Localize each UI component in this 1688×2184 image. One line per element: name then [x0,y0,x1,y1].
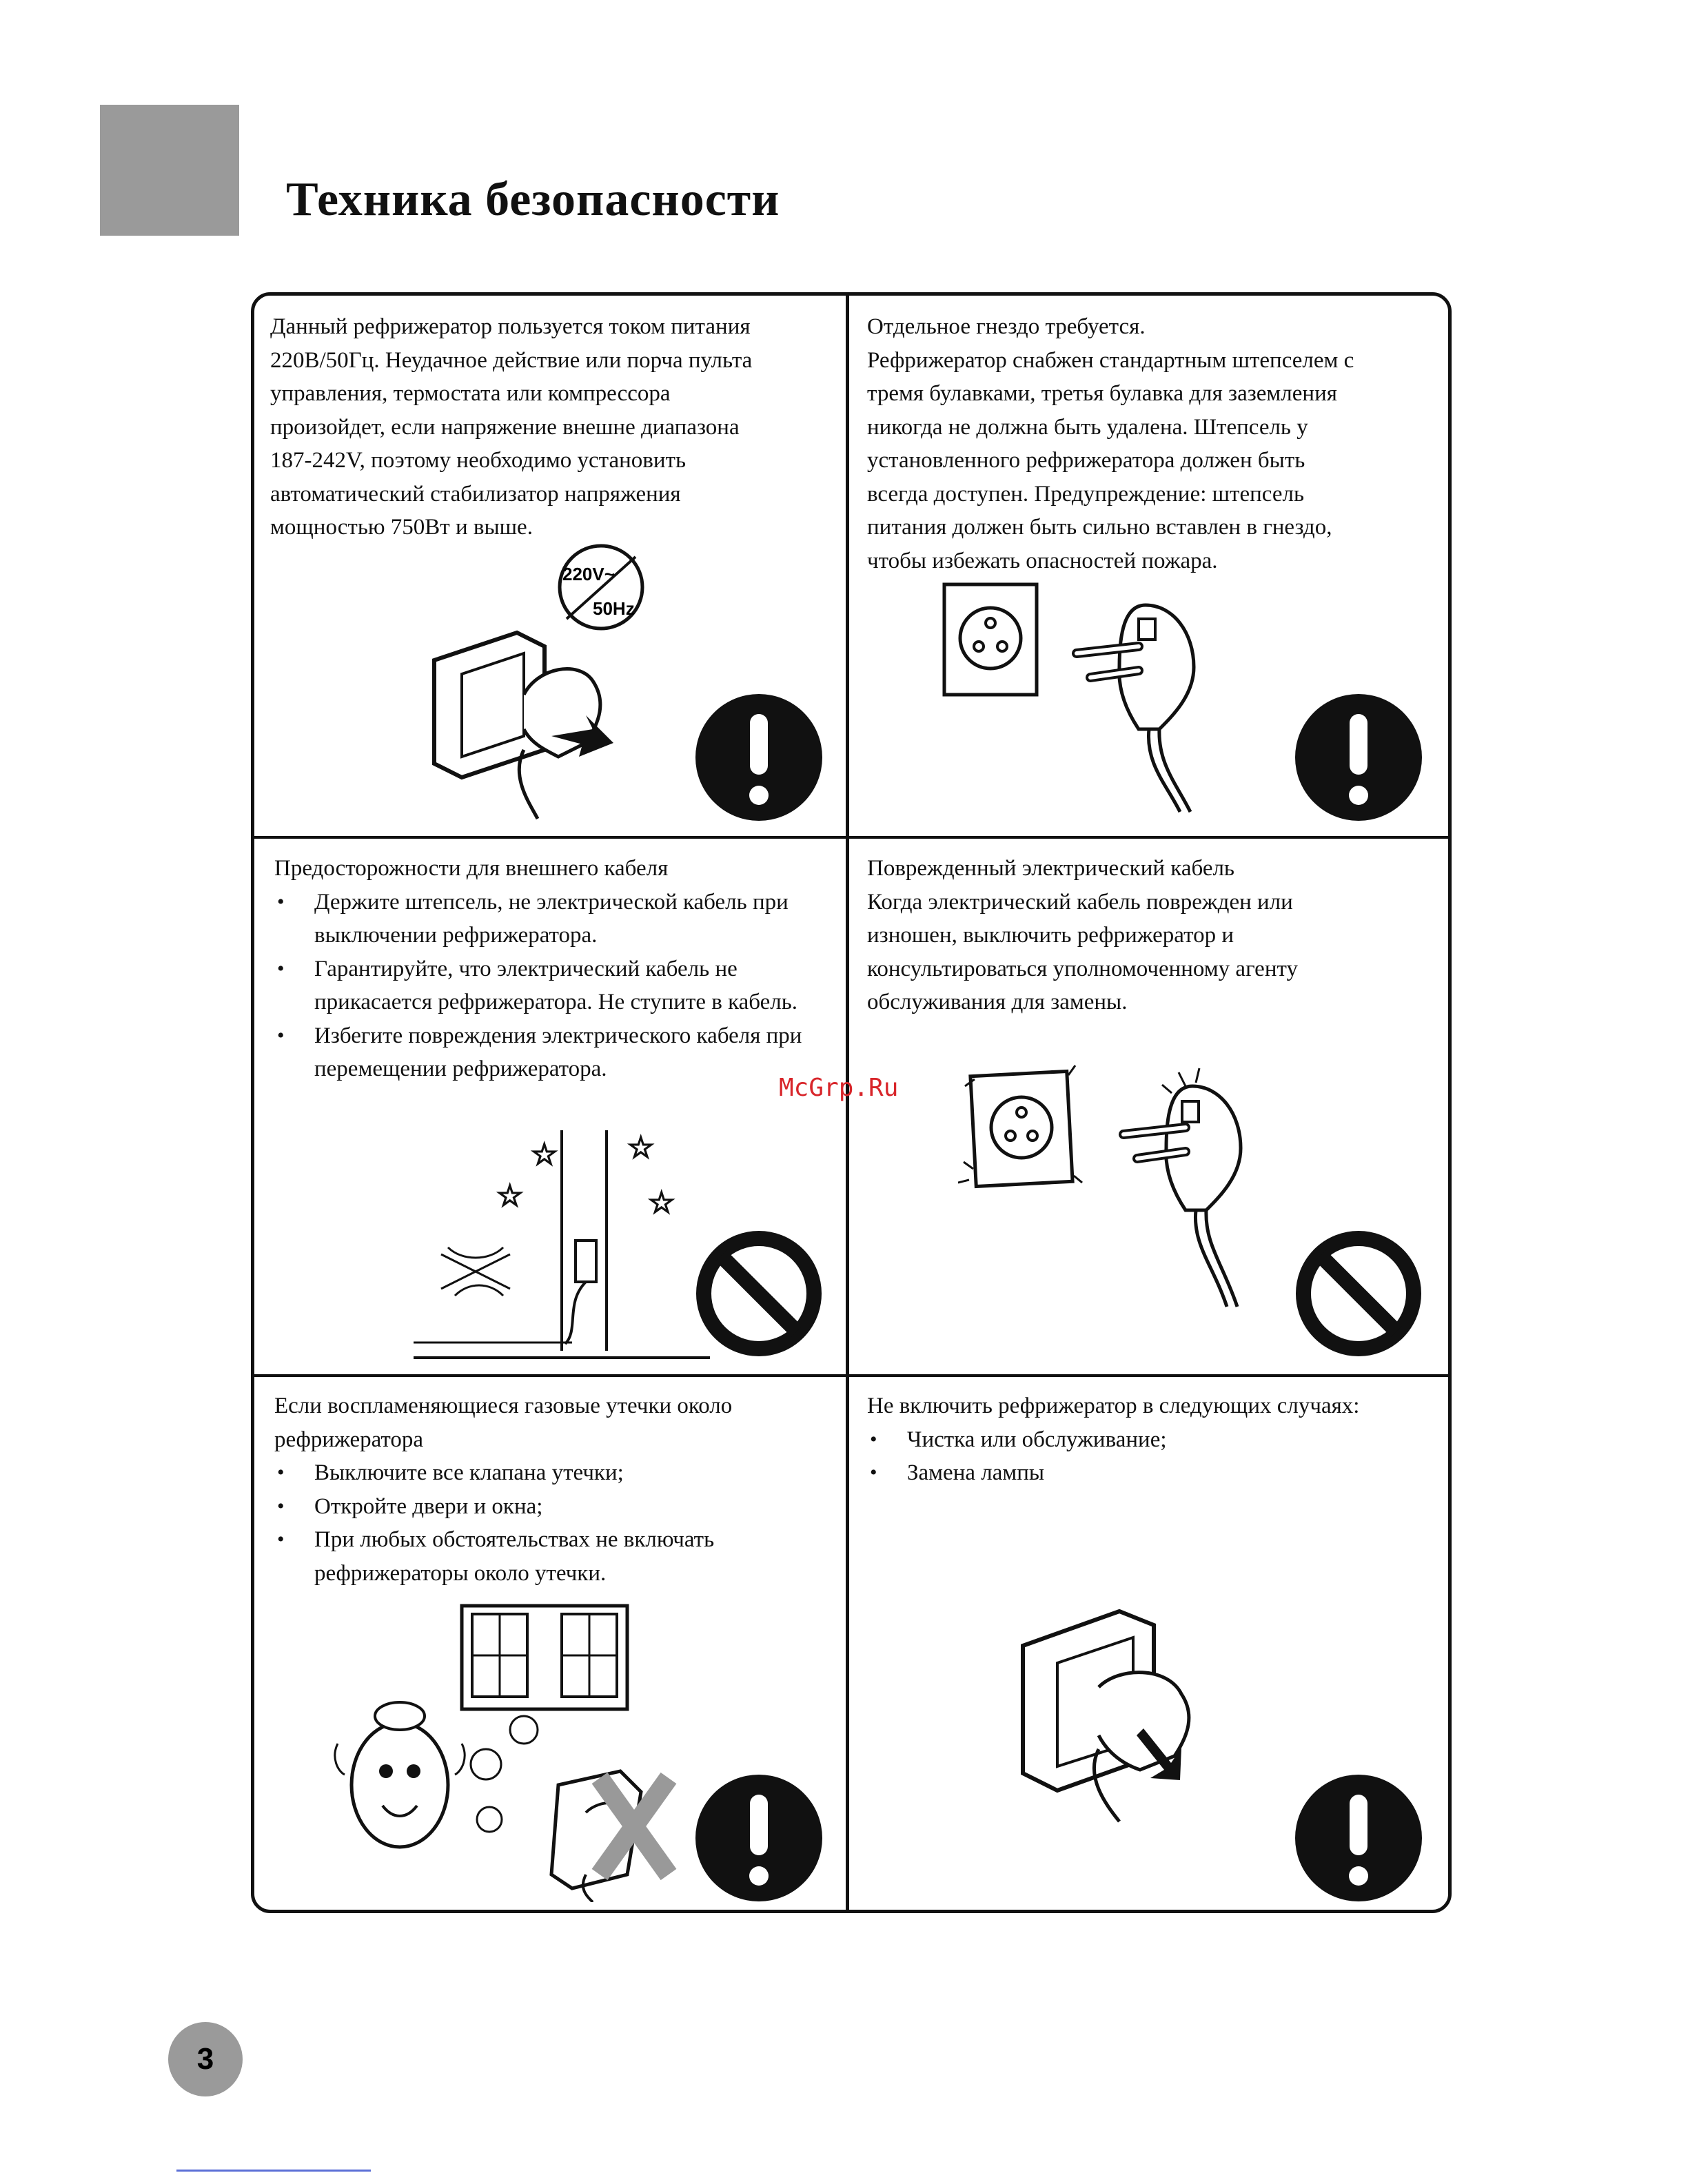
list-item: • Гарантируйте, что электрический кабель не прикасается рефрижератора. Не ступите в кабель. [274,952,835,1019]
unplug-illustration [1016,1598,1243,1825]
cell-line: чтобы избежать опасностей пожара. [867,548,1218,573]
svg-text:☆: ☆ [648,1185,675,1221]
cell-line: Когда электрический кабель поврежден или [867,889,1293,915]
voltage-label: 220V~ [562,564,615,584]
svg-text:☆: ☆ [627,1130,655,1165]
cell-line: консультироваться уполномоченному агенту [867,956,1298,981]
warning-exclamation-icon [1294,1774,1423,1902]
footer-link-underline [176,2170,371,2172]
cell-power-supply [270,310,835,544]
cell-damaged-cable [867,852,1439,1019]
cell-heading: Не включить рефрижератор в следующих случаях: [867,1394,1360,1418]
bullet-list [274,886,835,1086]
warning-exclamation-icon [695,1774,823,1902]
cell-line: управления, термостата или компрессора [270,381,671,406]
warning-exclamation-icon [695,693,823,821]
damaged-socket-plug-illustration [958,1059,1282,1320]
list-item: • При любых обстоятельствах не включать рефрижераторы около утечки. [274,1523,835,1590]
corner-gray-block [100,105,239,236]
frequency-label: 50Hz [593,598,635,619]
cell-line: Рефрижератор снабжен стандартным штепселем с [867,347,1354,373]
grid-divider-row2 [251,1374,1452,1377]
list-item: • Замена лампы [867,1456,1446,1490]
cell-line: всегда доступен. Предупреждение: штепсель [867,481,1304,507]
cell-line: 187-242V, поэтому необходимо установить [270,448,686,473]
page-number-badge: 3 [168,2022,243,2096]
page-title: Техника безопасности [286,173,780,226]
cell-gas-leak [274,1389,835,1590]
cell-line: Поврежденный электрический кабель [867,856,1234,881]
cell-do-not-switch-on [867,1389,1446,1490]
cell-line: тремя булавками, третья булавка для заземления [867,381,1337,406]
list-item: • Чистка или обслуживание; [867,1423,1446,1457]
socket-plug-illustration [420,543,655,826]
cell-separate-socket [867,310,1439,578]
cell-heading: Если воспламеняющиеся газовые утечки около рефрижератора [274,1394,733,1452]
bullet-list [867,1423,1446,1490]
prohibition-icon [695,1229,823,1358]
warning-exclamation-icon [1294,693,1423,821]
list-item: • Откройте двери и окна; [274,1490,835,1524]
watermark: McGrp.Ru [779,1074,899,1102]
svg-text:☆: ☆ [496,1178,524,1214]
cell-line: питания должен быть сильно вставлен в гнездо, [867,515,1332,540]
prohibition-icon [1294,1229,1423,1358]
cell-line: изношен, выключить рефрижератор и [867,923,1234,948]
svg-text:☆: ☆ [531,1137,558,1172]
cell-line: 220В/50Гц. Неудачное действие или порча пульта [270,347,753,373]
cell-line: обслуживания для замены. [867,990,1128,1014]
cable-damage-illustration [407,1123,710,1365]
list-item: • Держите штепсель, не электрической кабель при выключении рефрижератора. [274,886,835,952]
cell-line: произойдет, если напряжение внешне диапазона [270,414,740,440]
cell-line: мощностью 750Вт и выше. [270,515,533,540]
cell-line: Отдельное гнездо требуется. [867,314,1146,339]
list-item: • Избегите повреждения электрического кабеля при перемещении рефрижератора. [274,1019,835,1086]
cell-line: никогда не должна быть удалена. Штепсель у [867,414,1308,440]
bullet-list [274,1456,835,1590]
socket-and-plug-illustration [939,578,1249,826]
cell-line: автоматический стабилизатор напряжения [270,481,681,507]
cell-external-cable [274,852,835,1086]
gas-leak-illustration [324,1599,696,1902]
cell-line: Данный рефрижератор пользуется током питания [270,314,751,339]
cell-line: установленного рефрижератора должен быть [867,448,1305,473]
grid-divider-row1 [251,836,1452,839]
cell-heading: Предосторожности для внешнего кабеля [274,856,669,881]
grid-divider-vertical [846,292,849,1913]
list-item: • Выключите все клапана утечки; [274,1456,835,1490]
